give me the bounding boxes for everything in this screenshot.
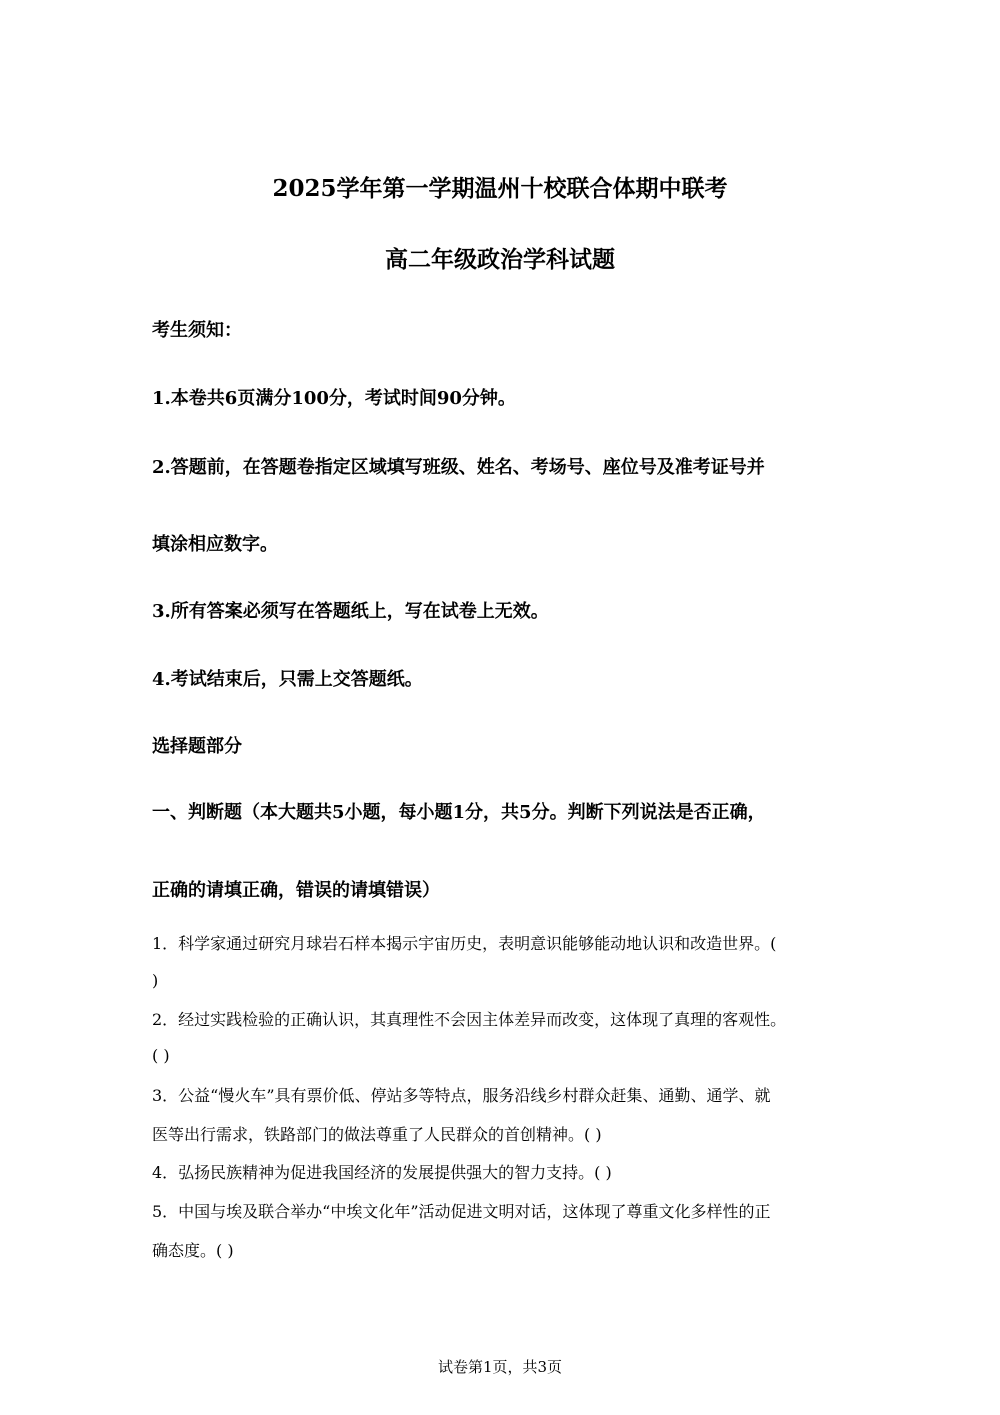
notice-heading: 考生须知： [152, 320, 242, 341]
part1-heading: 一、判断题（本大题共5小题，每小题1分，共5分。判断下列说法是否正确， [152, 802, 766, 823]
notice-item-1: 1.本卷共6页满分100分，考试时间90分钟。 [152, 388, 516, 409]
exam-title: 2025学年第一学期温州十校联合体期中联考 [272, 175, 728, 202]
notice-item-2-continued: 填涂相应数字。 [152, 534, 278, 555]
question-1: 1．科学家通过研究月球岩石样本揭示宇宙历史，表明意识能够能动地认识和改造世界。( [152, 934, 777, 953]
part1-heading-continued: 正确的请填正确，错误的请填错误） [152, 880, 440, 901]
question-4: 4．弘扬民族精神为促进我国经济的发展提供强大的智力支持。( ) [152, 1163, 612, 1182]
question-3-continued: 医等出行需求，铁路部门的做法尊重了人民群众的首创精神。( ) [152, 1125, 602, 1144]
question-3: 3．公益“慢火车”具有票价低、停站多等特点，服务沿线乡村群众赶集、通勤、通学、就 [152, 1086, 771, 1105]
question-1-answer: ) [152, 971, 159, 990]
notice-item-4: 4.考试结束后，只需上交答题纸。 [152, 669, 423, 690]
page-footer: 试卷第1页，共3页 [437, 1358, 563, 1376]
notice-item-3: 3.所有答案必须写在答题纸上，写在试卷上无效。 [152, 601, 549, 622]
question-5: 5．中国与埃及联合举办“中埃文化年”活动促进文明对话，这体现了尊重文化多样性的正 [152, 1202, 771, 1221]
question-2: 2．经过实践检验的正确认识，其真理性不会因主体差异而改变，这体现了真理的客观性。 [152, 1010, 787, 1029]
question-5-continued: 确态度。( ) [152, 1241, 234, 1260]
question-2-answer: ( ) [152, 1046, 170, 1065]
section-heading: 选择题部分 [152, 736, 242, 757]
exam-subtitle: 高二年级政治学科试题 [385, 246, 615, 273]
notice-item-2: 2.答题前，在答题卷指定区域填写班级、姓名、考场号、座位号及准考证号并 [152, 457, 765, 478]
